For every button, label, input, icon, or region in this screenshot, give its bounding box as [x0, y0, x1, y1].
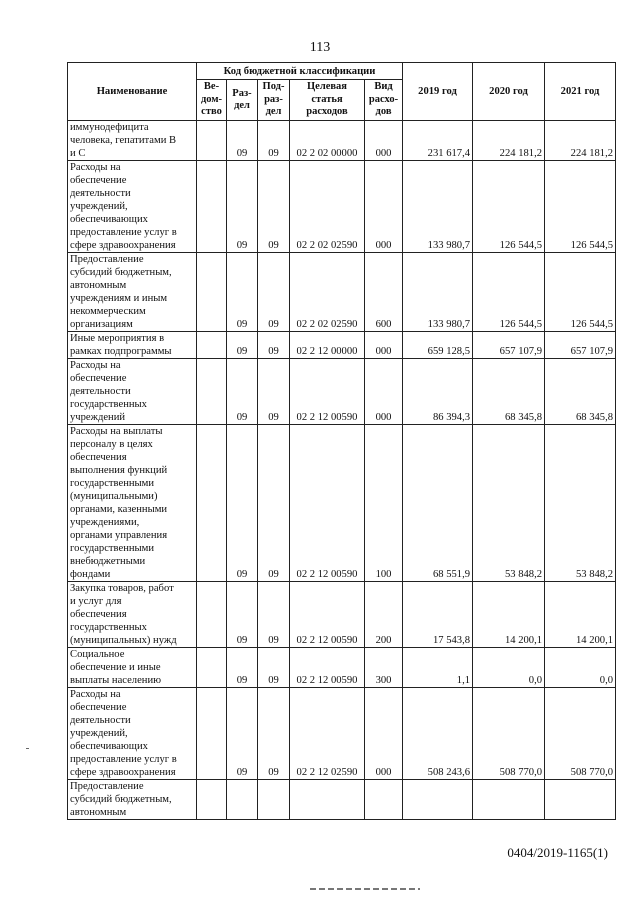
- cell-y2020: 508 770,0: [473, 688, 545, 780]
- cell-y2019: 1,1: [403, 648, 473, 688]
- cell-y2020: 14 200,1: [473, 582, 545, 648]
- cell-y2021: [545, 780, 616, 820]
- cell-y2020: 657 107,9: [473, 332, 545, 359]
- row-name-line: организациям: [70, 319, 133, 330]
- cell-celevaya: 02 2 12 00590: [290, 648, 365, 688]
- row-name-line: рамках подпрограммы: [70, 346, 172, 357]
- row-name-line: Расходы на выплаты: [70, 426, 163, 437]
- cell-celevaya: 02 2 12 02590: [290, 688, 365, 780]
- header-name: Наименование: [68, 63, 197, 121]
- row-name-line: Закупка товаров, работ: [70, 583, 174, 594]
- cell-razdel: 09: [227, 359, 258, 425]
- cell-razdel: 09: [227, 121, 258, 161]
- cell-y2020: 68 345,8: [473, 359, 545, 425]
- cell-razdel: 09: [227, 332, 258, 359]
- row-name-line: учреждений,: [70, 728, 128, 739]
- row-name-line: Предоставление: [70, 781, 144, 792]
- row-name-line: сфере здравоохранения: [70, 767, 176, 778]
- cell-podrazdel: 09: [258, 253, 290, 332]
- cell-celevaya: 02 2 02 00000: [290, 121, 365, 161]
- cell-y2021: 126 544,5: [545, 253, 616, 332]
- row-name-line: обеспечение: [70, 373, 127, 384]
- row-name-line: (муниципальных) нужд: [70, 635, 177, 646]
- header-vid: Вид расхо- дов: [365, 80, 403, 121]
- row-name-line: учреждениями,: [70, 517, 140, 528]
- cell-y2021: 657 107,9: [545, 332, 616, 359]
- cell-vedomstvo: [197, 121, 227, 161]
- cell-y2020: 126 544,5: [473, 253, 545, 332]
- cell-celevaya: [290, 780, 365, 820]
- cell-podrazdel: 09: [258, 688, 290, 780]
- cell-y2019: 86 394,3: [403, 359, 473, 425]
- page-number: 113: [309, 40, 331, 55]
- row-name-line: обеспечения: [70, 452, 127, 463]
- row-name-line: обеспечивающих: [70, 214, 148, 225]
- row-name-line: субсидий бюджетным,: [70, 267, 172, 278]
- cell-razdel: 09: [227, 648, 258, 688]
- row-name-line: фондами: [70, 569, 111, 580]
- table-row: [68, 582, 616, 648]
- row-name-line: и С: [70, 148, 86, 159]
- row-name-line: иммунодефицита: [70, 122, 149, 133]
- cell-vedomstvo: [197, 688, 227, 780]
- row-name-line: государственных: [70, 622, 147, 633]
- table-row: [68, 648, 616, 688]
- cell-podrazdel: 09: [258, 359, 290, 425]
- row-name-line: выполнения функций: [70, 465, 168, 476]
- cell-vedomstvo: [197, 780, 227, 820]
- cell-y2019: [403, 780, 473, 820]
- header-podrazdel: Под- раз- дел: [258, 80, 290, 121]
- cell-y2021: 53 848,2: [545, 425, 616, 582]
- cell-podrazdel: [258, 780, 290, 820]
- table-row: [68, 425, 616, 582]
- cell-podrazdel: 09: [258, 161, 290, 253]
- row-name: [68, 359, 197, 425]
- cell-y2021: 508 770,0: [545, 688, 616, 780]
- row-name-line: учреждениям и иным: [70, 293, 168, 304]
- cell-vedomstvo: [197, 161, 227, 253]
- cell-razdel: 09: [227, 161, 258, 253]
- row-name-line: обеспечение: [70, 702, 127, 713]
- cell-y2019: 508 243,6: [403, 688, 473, 780]
- budget-table: [67, 62, 616, 820]
- row-name-line: Предоставление: [70, 254, 144, 265]
- row-name-line: учреждений: [70, 412, 126, 423]
- cell-celevaya: 02 2 12 00000: [290, 332, 365, 359]
- cell-vedomstvo: [197, 359, 227, 425]
- row-name: [68, 161, 197, 253]
- row-name-line: учреждений,: [70, 201, 128, 212]
- cell-y2019: 68 551,9: [403, 425, 473, 582]
- row-name-line: автономным: [70, 280, 127, 291]
- row-name-line: органами, казенными: [70, 504, 168, 515]
- cell-y2021: 0,0: [545, 648, 616, 688]
- header-2019: 2019 год: [403, 63, 473, 121]
- row-name-line: государственными: [70, 543, 155, 554]
- row-name-line: выплаты населению: [70, 675, 162, 686]
- cell-razdel: 09: [227, 688, 258, 780]
- cell-podrazdel: 09: [258, 648, 290, 688]
- row-name: [68, 688, 197, 780]
- row-name-line: обеспечения: [70, 609, 127, 620]
- row-name-line: Расходы на: [70, 162, 121, 173]
- cell-celevaya: 02 2 12 00590: [290, 359, 365, 425]
- row-name: [68, 332, 197, 359]
- row-name-line: государственными: [70, 478, 155, 489]
- cell-vid: 100: [365, 425, 403, 582]
- row-name-line: и услуг для: [70, 596, 122, 607]
- cell-y2020: 53 848,2: [473, 425, 545, 582]
- row-name-line: деятельности: [70, 188, 131, 199]
- row-name: [68, 780, 197, 820]
- cell-y2020: 126 544,5: [473, 161, 545, 253]
- table-row: [68, 332, 616, 359]
- row-name-line: сфере здравоохранения: [70, 240, 176, 251]
- document-code: 0404/2019-1165(1): [507, 845, 608, 860]
- cell-vedomstvo: [197, 425, 227, 582]
- cell-vid: 300: [365, 648, 403, 688]
- cell-y2020: 224 181,2: [473, 121, 545, 161]
- row-name-line: человека, гепатитами В: [70, 135, 177, 146]
- row-name: [68, 582, 197, 648]
- table-row: [68, 253, 616, 332]
- row-name-line: деятельности: [70, 715, 131, 726]
- cell-razdel: 09: [227, 582, 258, 648]
- row-name-line: предоставление услуг в: [70, 227, 177, 238]
- cell-vid: 000: [365, 161, 403, 253]
- header-celevaya: Целевая статья расходов: [290, 80, 365, 121]
- cell-vid: 000: [365, 359, 403, 425]
- cell-y2019: 231 617,4: [403, 121, 473, 161]
- cell-vedomstvo: [197, 648, 227, 688]
- cell-y2019: 659 128,5: [403, 332, 473, 359]
- row-name: [68, 253, 197, 332]
- table-row: [68, 688, 616, 780]
- header-group: Код бюджетной классификации: [197, 63, 403, 80]
- cell-razdel: 09: [227, 425, 258, 582]
- cell-y2020: 0,0: [473, 648, 545, 688]
- row-name-line: Расходы на: [70, 360, 121, 371]
- row-name: [68, 648, 197, 688]
- cell-celevaya: 02 2 02 02590: [290, 253, 365, 332]
- row-name-line: персоналу в целях: [70, 439, 153, 450]
- cell-podrazdel: 09: [258, 121, 290, 161]
- cell-vid: 000: [365, 332, 403, 359]
- table-row: [68, 359, 616, 425]
- header-2020: 2020 год: [473, 63, 545, 121]
- row-name-line: Расходы на: [70, 689, 121, 700]
- row-name: [68, 121, 197, 161]
- row-name-line: Социальное: [70, 649, 125, 660]
- row-name-line: органами управления: [70, 530, 168, 541]
- table-row: [68, 121, 616, 161]
- row-name-line: обеспечивающих: [70, 741, 148, 752]
- table-row: [68, 161, 616, 253]
- cell-vid: [365, 780, 403, 820]
- cell-y2021: 224 181,2: [545, 121, 616, 161]
- header-2021: 2021 год: [545, 63, 616, 121]
- row-name-line: (муниципальными): [70, 491, 158, 502]
- cell-y2019: 133 980,7: [403, 161, 473, 253]
- cell-celevaya: 02 2 12 00590: [290, 425, 365, 582]
- row-name-line: обеспечение и иные: [70, 662, 161, 673]
- cell-razdel: [227, 780, 258, 820]
- cell-razdel: 09: [227, 253, 258, 332]
- cell-vedomstvo: [197, 332, 227, 359]
- cell-podrazdel: 09: [258, 332, 290, 359]
- header-razdel: Раз- дел: [227, 80, 258, 121]
- header-vedomstvo: Ве- дом- ство: [197, 80, 227, 121]
- cell-vedomstvo: [197, 253, 227, 332]
- row-name-line: внебюджетными: [70, 556, 146, 567]
- cell-y2020: [473, 780, 545, 820]
- cell-vedomstvo: [197, 582, 227, 648]
- cell-y2019: 133 980,7: [403, 253, 473, 332]
- cell-vid: 600: [365, 253, 403, 332]
- cell-vid: 000: [365, 121, 403, 161]
- cell-y2019: 17 543,8: [403, 582, 473, 648]
- row-name-line: предоставление услуг в: [70, 754, 177, 765]
- table-row: [68, 780, 616, 820]
- cell-celevaya: 02 2 02 02590: [290, 161, 365, 253]
- row-name: [68, 425, 197, 582]
- cell-y2021: 68 345,8: [545, 359, 616, 425]
- cell-y2021: 14 200,1: [545, 582, 616, 648]
- row-name-line: обеспечение: [70, 175, 127, 186]
- cell-podrazdel: 09: [258, 425, 290, 582]
- cell-podrazdel: 09: [258, 582, 290, 648]
- row-name-line: автономным: [70, 807, 127, 818]
- row-name-line: субсидий бюджетным,: [70, 794, 172, 805]
- row-name-line: государственных: [70, 399, 147, 410]
- cell-vid: 200: [365, 582, 403, 648]
- cell-y2021: 126 544,5: [545, 161, 616, 253]
- row-name-line: некоммерческим: [70, 306, 146, 317]
- cell-celevaya: 02 2 12 00590: [290, 582, 365, 648]
- scan-artifact-dot: [26, 748, 29, 749]
- scan-artifact-line: [310, 888, 420, 890]
- row-name-line: деятельности: [70, 386, 131, 397]
- cell-vid: 000: [365, 688, 403, 780]
- row-name-line: Иные мероприятия в: [70, 333, 165, 344]
